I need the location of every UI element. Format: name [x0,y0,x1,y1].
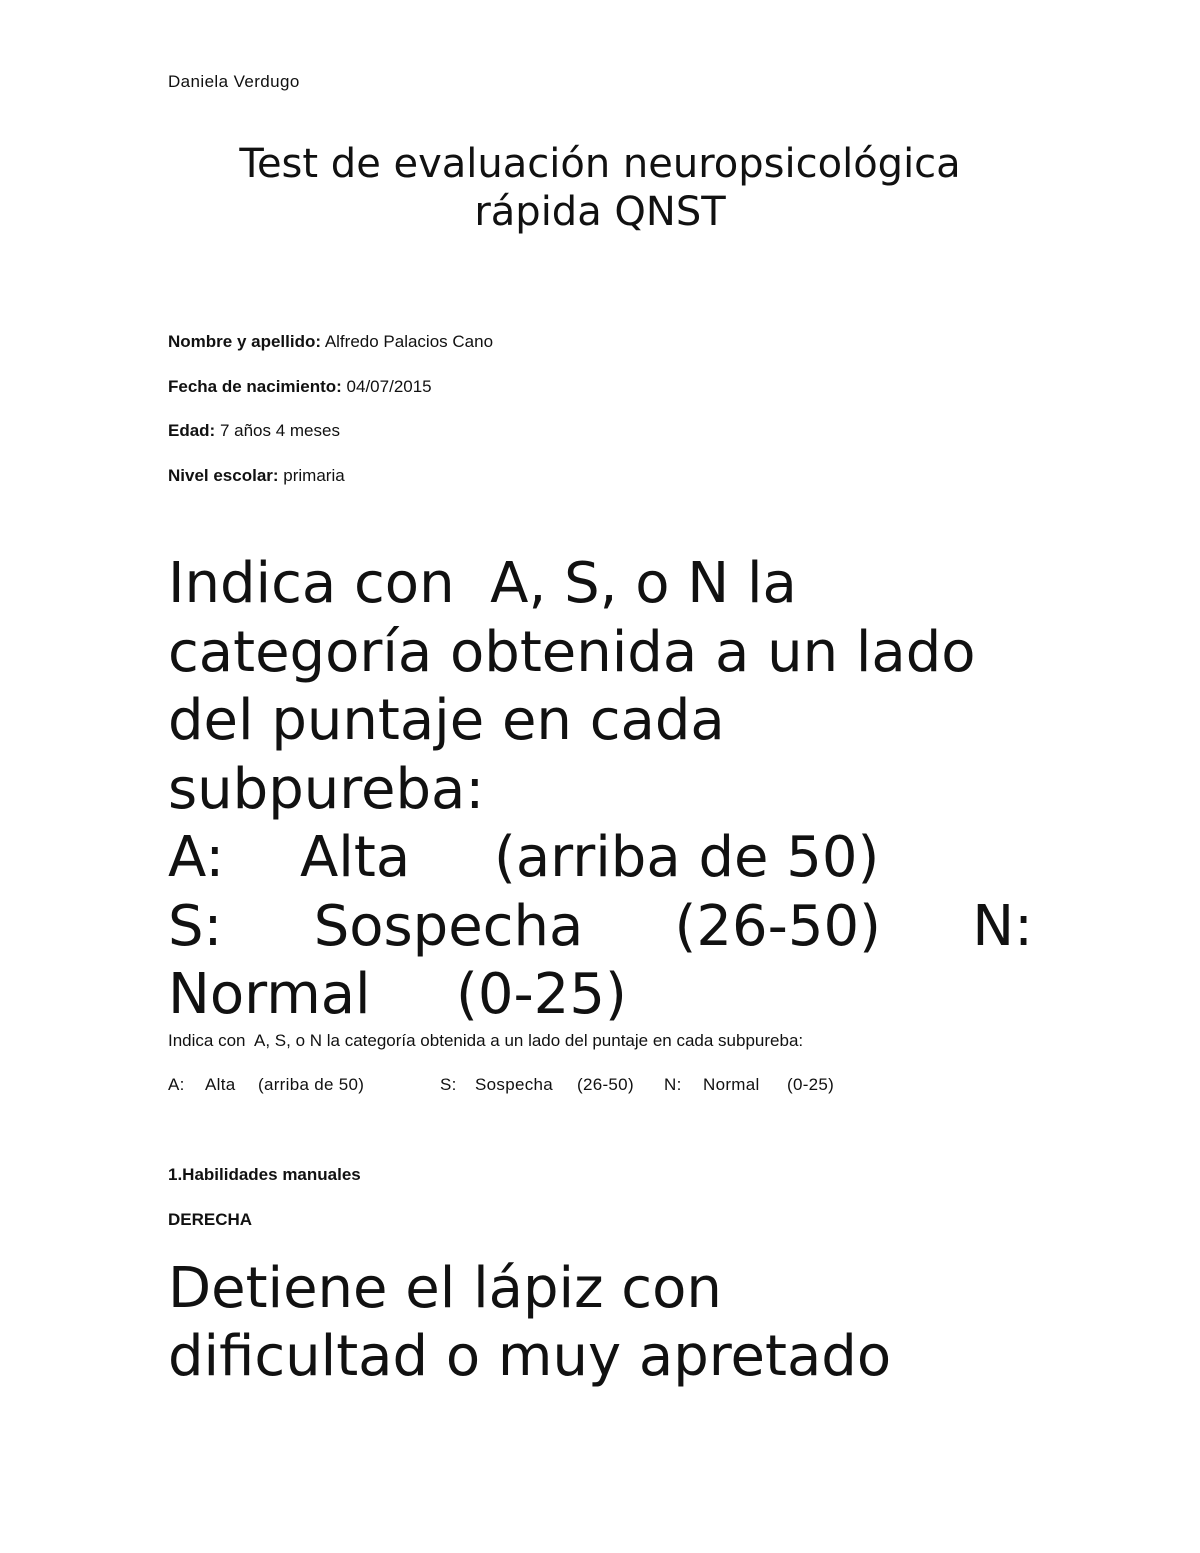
document-title [0,140,1200,236]
big-legend-alta [168,824,1033,893]
big-legend-normal [168,961,1033,1030]
big-legend-s-name: Sospecha [313,893,584,959]
small-legend-s-range: (26-50) [577,1075,634,1094]
big-instruction-line-4: subpureba: [168,756,485,822]
big-legend-n-name: Normal [168,962,371,1027]
age-label: Edad: [168,421,216,440]
small-legend-a-key: A: [168,1075,185,1094]
author-name: Daniela Verdugo [168,72,300,91]
small-legend-s-key: S: [440,1075,457,1094]
level-value: primaria [278,465,345,485]
big-legend-sospecha [168,893,1033,962]
small-legend [168,1075,834,1095]
subheading-derecha: DERECHA [168,1210,253,1229]
big-instruction-line-2: categoría obtenida a un lado [168,619,976,685]
big-instruction-line-1: Indica con A, S, o N la [168,551,797,616]
small-instruction: Indica con A, S, o N la categoría obtenida a un lado del puntaje en cada subpureba: [168,1031,804,1050]
big-legend-n-key: N: [972,893,1033,959]
info-row-name [168,330,493,375]
big-instruction-line-3: del puntaje en cada [168,688,725,753]
section-heading: 1.Habilidades manuales [168,1165,361,1184]
small-legend-n-key: N: [664,1075,682,1094]
title-line-2: rápida QNST [474,189,726,235]
small-legend-a-range: (arriba de 50) [258,1075,365,1094]
big-item-text [168,1255,1028,1391]
info-row-age [168,419,493,464]
big-instruction-block [168,550,1033,1030]
name-label: Nombre y apellido: [168,332,322,351]
big-item-line-1: Detiene el lápiz con [168,1256,722,1321]
small-legend-n-name: Normal [703,1075,760,1094]
patient-info [168,330,493,508]
name-value: Alfredo Palacios Cano [321,332,494,351]
info-row-level [168,464,493,509]
small-legend-n-range: (0-25) [787,1075,835,1094]
big-legend-a-range: (arriba de 50) [494,825,880,890]
small-legend-a-name: Alta [205,1075,236,1094]
birth-value: 04/07/2015 [341,376,432,396]
big-item-line-2: dificultad o muy apretado [168,1324,892,1389]
big-legend-s-key: S: [168,893,223,959]
birth-label: Fecha de nacimiento: [168,376,342,396]
big-legend-a-name: Alta [300,825,411,890]
big-legend-s-range: (26-50) [674,893,881,959]
title-line-1: Test de evaluación neuropsicológica [239,141,961,187]
age-value: 7 años 4 meses [215,421,340,440]
info-row-birth [168,375,493,420]
big-legend-a-key: A: [168,825,225,890]
small-legend-s-name: Sospecha [475,1075,554,1094]
level-label: Nivel escolar: [168,465,279,485]
big-legend-n-range: (0-25) [456,962,627,1027]
